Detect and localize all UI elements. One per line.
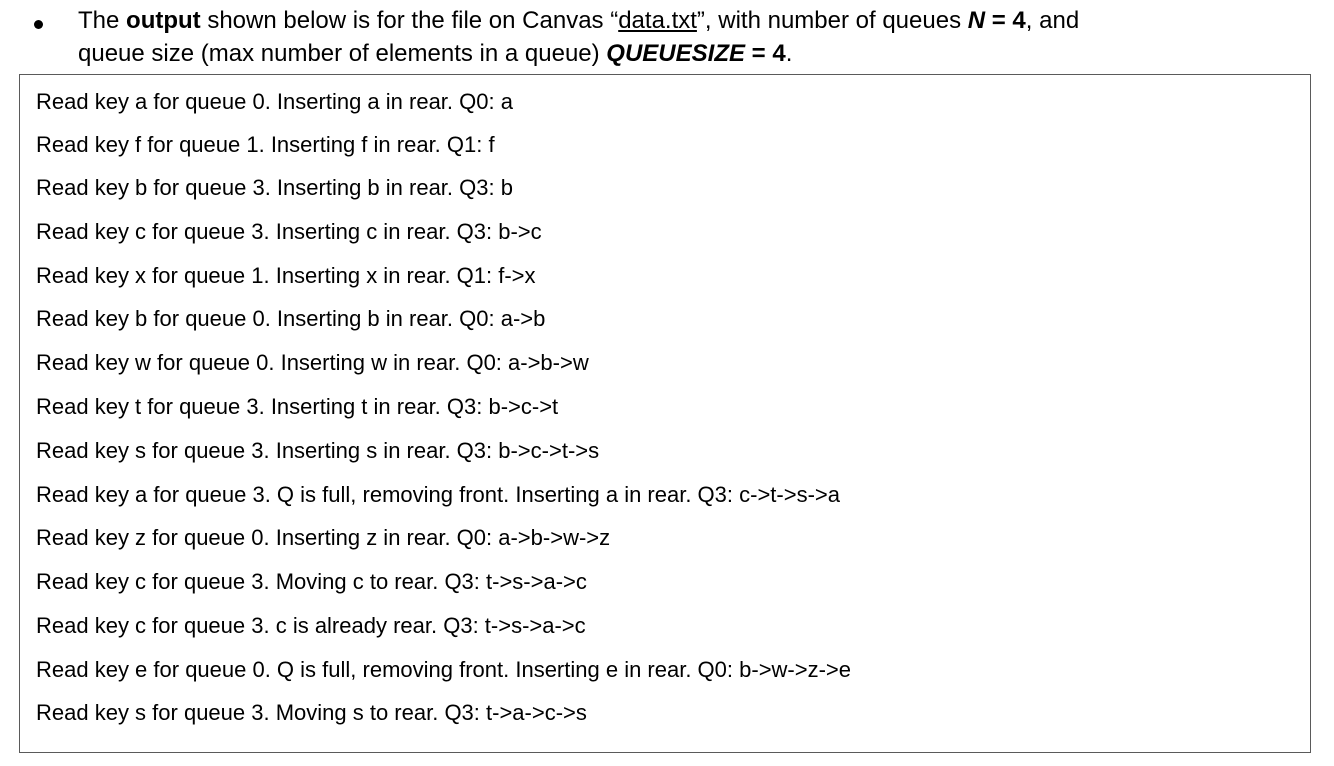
value-n: = 4 bbox=[985, 7, 1026, 34]
output-line: Read key a for queue 3. Q is full, removing front. Inserting a in rear. Q3: c->t->s->a bbox=[36, 482, 840, 507]
bullet-text bbox=[78, 4, 1298, 70]
output-line: Read key b for queue 0. Inserting b in rear. Q0: a->b bbox=[36, 306, 546, 331]
output-line: Read key t for queue 3. Inserting t in rear. Q3: b->c->t bbox=[36, 394, 559, 419]
text-run: , and bbox=[1025, 7, 1080, 34]
output-line: Read key c for queue 3. c is already rear. Q3: t->s->a->c bbox=[36, 613, 586, 638]
output-line: Read key s for queue 3. Inserting s in rear. Q3: b->c->t->s bbox=[36, 438, 600, 463]
filename-link[interactable]: data.txt bbox=[618, 7, 697, 34]
text-run: . bbox=[785, 40, 793, 67]
output-line: Read key c for queue 3. Moving c to rear. Q3: t->s->a->c bbox=[36, 569, 587, 594]
value-queuesize: = 4 bbox=[745, 40, 786, 67]
text-run: shown below is for the file on Canvas “ bbox=[200, 7, 619, 34]
output-line: Read key b for queue 3. Inserting b in rear. Q3: b bbox=[36, 175, 513, 200]
output-line: Read key a for queue 0. Inserting a in rear. Q0: a bbox=[36, 89, 513, 114]
variable-n: N bbox=[967, 7, 986, 34]
output-line: Read key w for queue 0. Inserting w in rear. Q0: a->b->w bbox=[36, 350, 589, 375]
output-box bbox=[19, 74, 1311, 753]
output-line: Read key s for queue 3. Moving s to rear. Q3: t->a->c->s bbox=[36, 700, 587, 725]
bullet-icon bbox=[34, 20, 43, 29]
emphasis-output: output bbox=[126, 7, 201, 34]
text-run: The bbox=[78, 7, 127, 34]
output-line: Read key z for queue 0. Inserting z in rear. Q0: a->b->w->z bbox=[36, 525, 611, 550]
text-run: queue size (max number of elements in a queue) bbox=[78, 40, 607, 67]
output-line: Read key e for queue 0. Q is full, removing front. Inserting e in rear. Q0: b->w->z->e bbox=[36, 657, 852, 682]
output-line: Read key c for queue 3. Inserting c in rear. Q3: b->c bbox=[36, 219, 542, 244]
text-run: ”, with number of queues bbox=[696, 7, 968, 34]
output-line: Read key f for queue 1. Inserting f in rear. Q1: f bbox=[36, 132, 495, 157]
output-line: Read key x for queue 1. Inserting x in rear. Q1: f->x bbox=[36, 263, 536, 288]
variable-queuesize: QUEUESIZE bbox=[606, 40, 745, 67]
